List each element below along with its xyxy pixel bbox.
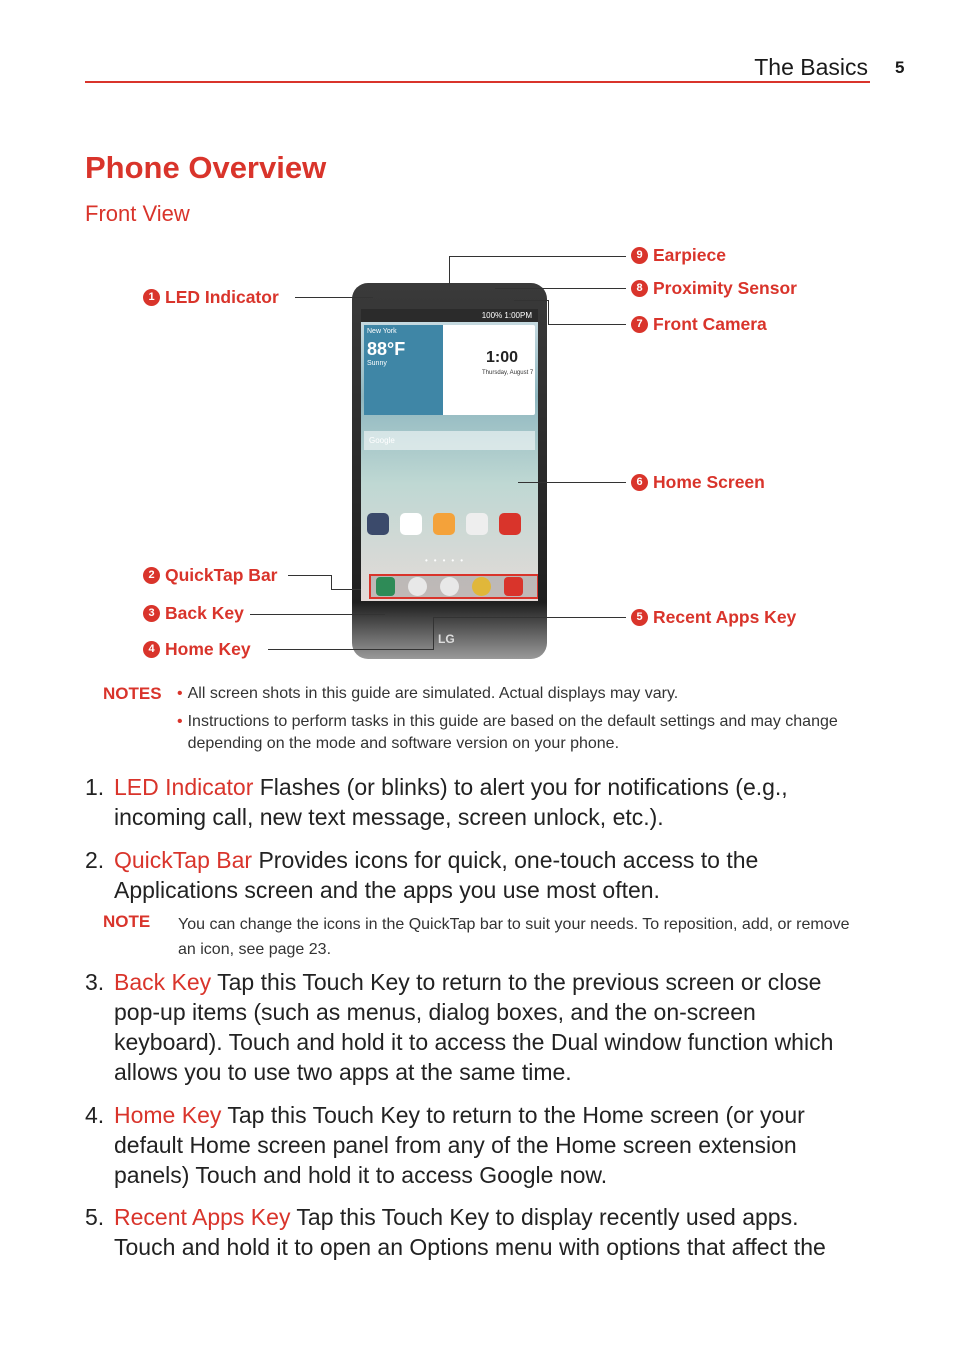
weather-temp: 88°F	[367, 339, 406, 359]
callout-number: 3	[143, 605, 160, 622]
list-text: Tap this Touch Key to return to the previous screen or close pop-up items (such as menus, dialog boxes, and the on-screen keyboard). Touch and hold it to access the Dual window function which allows you to use two apps at the same time.	[114, 969, 834, 1085]
app-icon	[499, 513, 521, 535]
list-number: 4.	[85, 1102, 105, 1128]
note-bullet	[177, 711, 848, 755]
note-bullet	[177, 683, 848, 705]
weather-panel	[364, 325, 443, 415]
list-body	[114, 967, 855, 1087]
page-title: Phone Overview	[85, 150, 327, 185]
list-text: Tap this Touch Key to return to the Home screen (or your default Home screen panel from any of the Home screen extension panels) Touch and hold it to access Google now.	[114, 1102, 805, 1188]
apps-icon	[440, 577, 459, 596]
callout-line-9	[449, 256, 626, 257]
callout-number: 1	[143, 289, 160, 306]
callout-label: Front Camera	[653, 314, 767, 334]
callout-label: LED Indicator	[165, 287, 279, 307]
list-text: Tap this Touch Key to display recently used apps. Touch and hold it to open an Options menu with options that affect the	[114, 1204, 826, 1260]
callout-label: Proximity Sensor	[653, 278, 797, 298]
list-body	[114, 1202, 855, 1262]
list-text: Flashes (or blinks) to alert you for notifications (e.g., incoming call, new text message, screen unlock, etc.).	[114, 774, 788, 830]
callout-line-3	[250, 614, 385, 615]
messaging-icon	[504, 577, 523, 596]
phone-icon	[376, 577, 395, 596]
list-item	[85, 1100, 855, 1190]
bullet-dot: •	[177, 685, 183, 702]
list-item	[85, 772, 855, 832]
callout-number: 4	[143, 641, 160, 658]
callout-label: QuickTap Bar	[165, 565, 278, 585]
list-item	[85, 967, 855, 1087]
page-subtitle: Front View	[85, 201, 190, 226]
note-label: NOTE	[103, 912, 151, 931]
chrome-icon	[472, 577, 491, 596]
header-rule	[85, 81, 870, 83]
note-text: Instructions to perform tasks in this guide are based on the default settings and may change depending on the mode and software version on your phone.	[187, 713, 838, 752]
note-text: All screen shots in this guide are simulated. Actual displays may vary.	[187, 685, 679, 702]
weather-clock-widget	[364, 325, 535, 415]
callout-line-2b	[331, 575, 332, 589]
callout-line-4b	[433, 617, 434, 650]
callout-number: 9	[631, 247, 648, 264]
callout-number: 2	[143, 567, 160, 584]
callout-label: Recent Apps Key	[653, 607, 797, 627]
list-body	[114, 845, 855, 905]
callout-line-7b	[548, 300, 549, 324]
app-icon	[400, 513, 422, 535]
list-term: Recent Apps Key	[114, 1204, 291, 1230]
notes-label: NOTES	[103, 684, 162, 703]
callout-line-2c	[331, 589, 361, 590]
app-icon	[367, 513, 389, 535]
callout-label: Home Screen	[653, 472, 765, 492]
list-item	[85, 1202, 855, 1262]
list-number: 1.	[85, 774, 105, 800]
callout-label: Back Key	[165, 603, 244, 623]
list-term: QuickTap Bar	[114, 847, 253, 873]
callout-number: 7	[631, 316, 648, 333]
list-text: Provides icons for quick, one-touch access to the Applications screen and the apps you use most often.	[114, 847, 759, 903]
section-title: The Basics	[754, 54, 868, 80]
callout-led-indicator	[143, 287, 279, 308]
callout-number: 6	[631, 474, 648, 491]
callout-front-camera	[631, 314, 767, 335]
clock-date: Thursday, August 7	[482, 370, 534, 376]
weather-condition: Sunny	[367, 360, 387, 367]
google-search-bar: Google	[364, 431, 535, 450]
callout-line-5	[511, 617, 626, 618]
list-number: 5.	[85, 1204, 105, 1230]
lg-logo: LG	[438, 632, 455, 646]
phone-image	[352, 283, 547, 659]
callout-line-6	[518, 482, 626, 483]
callout-line-8	[495, 288, 626, 289]
list-number: 2.	[85, 847, 105, 873]
weather-city: New York	[367, 328, 397, 335]
callout-home-screen	[631, 472, 765, 493]
callout-line-7	[548, 324, 626, 325]
list-body	[114, 1100, 855, 1190]
callout-line-4c	[433, 617, 511, 618]
callout-line-4	[268, 649, 433, 650]
app-row	[367, 513, 521, 535]
page-dots: •••••	[425, 556, 470, 565]
bullet-dot: •	[177, 713, 183, 730]
callout-recent-apps-key	[631, 607, 796, 628]
list-body	[114, 772, 855, 832]
app-icon	[466, 513, 488, 535]
note-text: You can change the icons in the QuickTap bar to suit your needs. To reposition, add, or remove an icon, see page 23.	[178, 916, 850, 958]
contacts-icon	[408, 577, 427, 596]
list-term: Home Key	[114, 1102, 222, 1128]
callout-back-key	[143, 603, 244, 624]
callout-line-7c	[514, 300, 549, 301]
list-item	[85, 845, 855, 905]
app-icon	[433, 513, 455, 535]
callout-proximity-sensor	[631, 278, 797, 299]
callout-home-key	[143, 639, 251, 660]
callout-number: 5	[631, 609, 648, 626]
callout-line-2	[288, 575, 331, 576]
callout-quicktap-bar	[143, 565, 278, 586]
callout-number: 8	[631, 280, 648, 297]
list-term: LED Indicator	[114, 774, 254, 800]
status-bar: 100% 1:00PM	[361, 309, 538, 322]
callout-label: Earpiece	[653, 245, 726, 265]
list-term: Back Key	[114, 969, 212, 995]
phone-screen	[361, 309, 538, 601]
clock-time: 1:00	[486, 349, 519, 366]
callout-label: Home Key	[165, 639, 251, 659]
page-number: 5	[895, 58, 905, 77]
list-number: 3.	[85, 969, 105, 995]
quicktap-bar	[369, 574, 538, 599]
callout-line-1	[295, 297, 373, 298]
callout-line-9b	[449, 256, 450, 284]
callout-earpiece	[631, 245, 726, 266]
